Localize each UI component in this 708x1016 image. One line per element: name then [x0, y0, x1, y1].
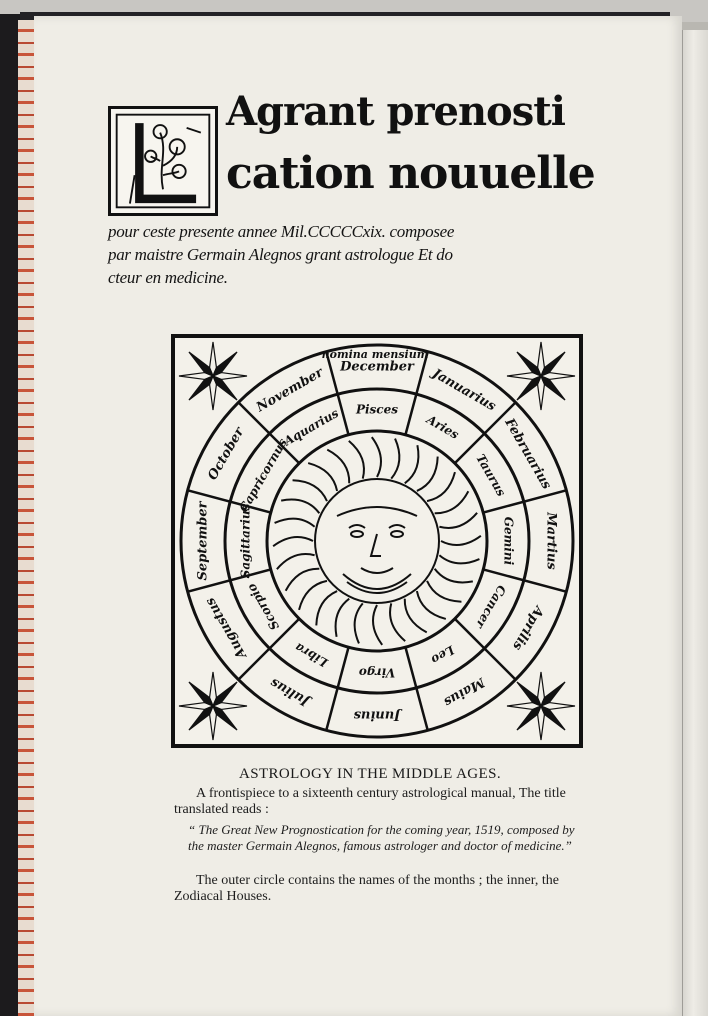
sun-ray	[275, 519, 315, 527]
sun-ray	[281, 500, 319, 514]
month-label: Maius	[440, 674, 488, 710]
nomina-mensium-label: nomina mensium	[321, 348, 429, 361]
sun-ray	[405, 599, 427, 633]
star-icon	[517, 376, 541, 400]
zodiac-label: Sagittarius	[238, 503, 253, 579]
zodiac-label: Scorpio	[244, 581, 282, 633]
sun-ray	[336, 599, 350, 637]
sun-ray	[373, 605, 382, 645]
month-label: October	[205, 425, 248, 483]
sun-ray	[405, 445, 419, 483]
star-icon	[189, 682, 213, 706]
astrological-woodcut	[171, 334, 583, 748]
page-edges	[18, 20, 34, 1016]
month-label: Januarius	[429, 366, 499, 415]
zodiac-label: Capricornus	[236, 436, 290, 515]
decorated-initial	[108, 106, 218, 216]
star-icon	[541, 352, 565, 376]
sun-ray	[417, 457, 438, 491]
zodiac-label: Pisces	[355, 402, 399, 417]
sun-ray	[286, 569, 320, 591]
caption-quote: “ The Great New Prognostication for the coming year, 1519, composed by the master Germain Alegnos, famous astrologer and doctor of medicine.”	[188, 822, 575, 853]
month-label: December	[340, 359, 414, 375]
star-icon	[189, 706, 213, 730]
caption-paragraph-2: The outer circle contains the names of the months ; the inner, the Zodiacal Houses.	[174, 873, 559, 904]
sun-ray	[355, 603, 363, 643]
adjacent-page	[682, 30, 708, 1016]
month-label: Aprilis	[509, 603, 547, 653]
sun-ray	[435, 569, 473, 583]
blackletter-title	[108, 88, 608, 298]
zodiac-label: Aries	[424, 412, 462, 442]
title-subline-3: cteur en medicine.	[108, 268, 228, 287]
star-icon	[213, 682, 237, 706]
sun-ray	[390, 603, 405, 641]
month-label: Julius	[267, 674, 313, 709]
title-subline-1: pour ceste presente annee Mil.CCCCCxix. composee	[108, 222, 455, 241]
sun-ray	[273, 537, 313, 546]
star-icon	[189, 352, 213, 376]
star-icon	[541, 376, 565, 400]
star-icon	[517, 706, 541, 730]
sun-ray	[441, 536, 481, 545]
month-label: November	[254, 365, 326, 416]
caption-paragraph: A frontispiece to a sixteenth century astrological manual, The title translated reads :	[174, 786, 566, 817]
month-label: Martius	[543, 512, 559, 570]
title-line-1: Agrant prenosti	[226, 88, 565, 135]
sun-ray	[316, 591, 337, 625]
sun-ray	[427, 472, 455, 501]
sun-ray	[308, 463, 337, 491]
zodiac-label: Leo	[428, 642, 457, 667]
title-subline-2: par maistre Germain Alegnos grant astrologue Et do	[108, 245, 453, 264]
sun-ray	[299, 581, 327, 610]
sun-ray	[277, 554, 315, 569]
sun-ray	[439, 555, 479, 563]
star-icon	[517, 352, 541, 376]
star-icon	[189, 376, 213, 400]
sun-ray	[391, 439, 399, 479]
star-icon	[213, 706, 237, 730]
star-icon	[541, 706, 565, 730]
star-icon	[541, 682, 565, 706]
star-icon	[213, 376, 237, 400]
star-icon	[213, 352, 237, 376]
zodiac-label: Cancer	[472, 582, 509, 631]
caption-title: ASTROLOGY IN THE MIDDLE AGES.	[238, 766, 501, 782]
sun-ray	[435, 491, 469, 513]
zodiac-label: Taurus	[473, 451, 509, 499]
sun-ray	[372, 437, 381, 477]
zodiac-label: Gemini	[501, 516, 516, 566]
zodiac-label: Aquarius	[281, 405, 341, 449]
sun-ray	[293, 480, 327, 501]
sun-ray	[427, 581, 461, 602]
month-label: September	[195, 501, 211, 581]
star-icon	[517, 682, 541, 706]
sun-ray	[349, 441, 364, 479]
zodiac-label: Libra	[292, 639, 331, 670]
month-label: Februarius	[501, 415, 554, 493]
sun-ray	[417, 591, 446, 619]
month-label: Augustus	[202, 594, 250, 662]
title-line-2: cation nouuelle	[226, 148, 595, 199]
zodiac-label: Virgo	[358, 665, 396, 680]
sun-ray	[327, 450, 349, 484]
sun-ray	[439, 513, 477, 528]
month-label: Junius	[353, 707, 401, 723]
